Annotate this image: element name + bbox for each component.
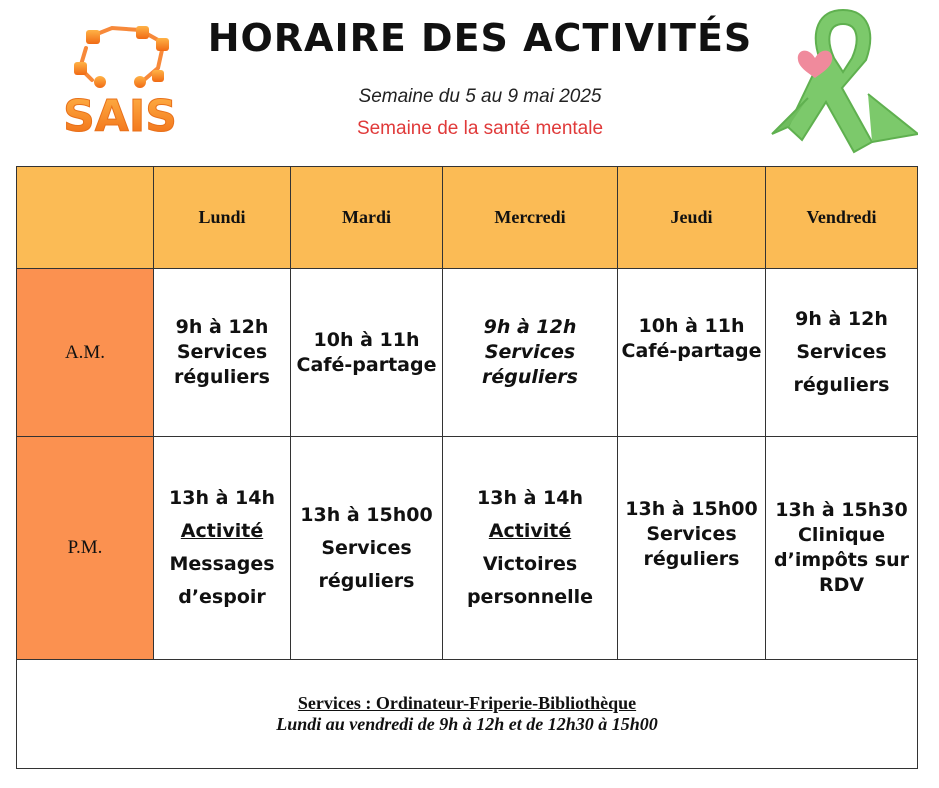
day-header-jeudi: Jeudi — [618, 167, 766, 269]
table-header-row — [17, 167, 918, 269]
cell-line: réguliers — [793, 374, 890, 396]
cell-line: 13h à 15h00 — [300, 503, 433, 526]
cell-line: Café-partage — [296, 353, 437, 376]
table-row — [17, 437, 918, 660]
activity-label: Activité — [488, 520, 572, 542]
period-label-pm: P.M. — [17, 437, 154, 660]
cell-line: Victoires — [482, 553, 578, 575]
cell-line: RDV — [818, 574, 865, 596]
cell-line: réguliers — [482, 366, 578, 388]
table-row — [17, 269, 918, 437]
theme-tagline: Semaine de la santé mentale — [356, 118, 604, 139]
cell-line: d’impôts sur — [774, 549, 909, 571]
am-cell-lundi — [154, 269, 291, 437]
pm-cell-jeudi — [618, 437, 766, 660]
cell-line: Services — [484, 341, 576, 363]
cell-line: réguliers — [318, 569, 415, 592]
cell-line: d’espoir — [178, 586, 266, 608]
cell-line: 9h à 12h — [483, 316, 577, 338]
sais-logo — [40, 18, 200, 138]
cell-line: Café-partage — [621, 339, 762, 362]
cell-line: personnelle — [466, 586, 594, 608]
footer-row — [17, 660, 918, 769]
pm-cell-mercredi — [443, 437, 618, 660]
cell-line: réguliers — [174, 366, 270, 388]
period-label-am: A.M. — [17, 269, 154, 437]
cell-line: Services — [796, 341, 887, 363]
green-ribbon-heart-icon — [768, 2, 918, 167]
cell-line: 10h à 11h — [313, 328, 420, 351]
cell-line: Services — [646, 522, 737, 545]
pm-cell-lundi — [154, 437, 291, 660]
page-title: HORAIRE DES ACTIVITÉS — [207, 16, 753, 60]
week-subtitle: Semaine du 5 au 9 mai 2025 — [358, 86, 602, 107]
am-cell-mardi — [291, 269, 443, 437]
pm-cell-vendredi — [766, 437, 918, 660]
schedule-table — [16, 166, 918, 769]
am-cell-mercredi — [443, 269, 618, 437]
am-cell-jeudi — [618, 269, 766, 437]
day-header-mercredi: Mercredi — [443, 167, 618, 269]
logo-text: SAIS — [63, 91, 177, 138]
cell-line: Messages — [169, 553, 275, 575]
day-header-lundi: Lundi — [154, 167, 291, 269]
cell-line: 13h à 15h30 — [775, 499, 908, 521]
services-footer — [17, 660, 918, 769]
activity-label: Activité — [180, 520, 264, 542]
cell-line: 10h à 11h — [638, 314, 745, 337]
cell-line: 9h à 12h — [175, 316, 269, 338]
am-cell-vendredi — [766, 269, 918, 437]
services-list: Services : Ordinateur-Friperie-Bibliothèque — [297, 693, 637, 713]
cell-line: réguliers — [643, 547, 740, 570]
cell-line: 13h à 14h — [169, 487, 275, 509]
services-hours: Lundi au vendredi de 9h à 12h et de 12h30 à 15h00 — [276, 714, 658, 734]
cell-line: 9h à 12h — [795, 308, 888, 330]
day-header-vendredi: Vendredi — [766, 167, 918, 269]
cell-line: Services — [176, 341, 268, 363]
cell-line: 13h à 14h — [477, 487, 583, 509]
corner-cell — [17, 167, 154, 269]
cell-line: Clinique — [797, 524, 886, 546]
pm-cell-mardi — [291, 437, 443, 660]
cell-line: 13h à 15h00 — [625, 497, 758, 520]
day-header-mardi: Mardi — [291, 167, 443, 269]
cell-line: Services — [321, 536, 412, 559]
